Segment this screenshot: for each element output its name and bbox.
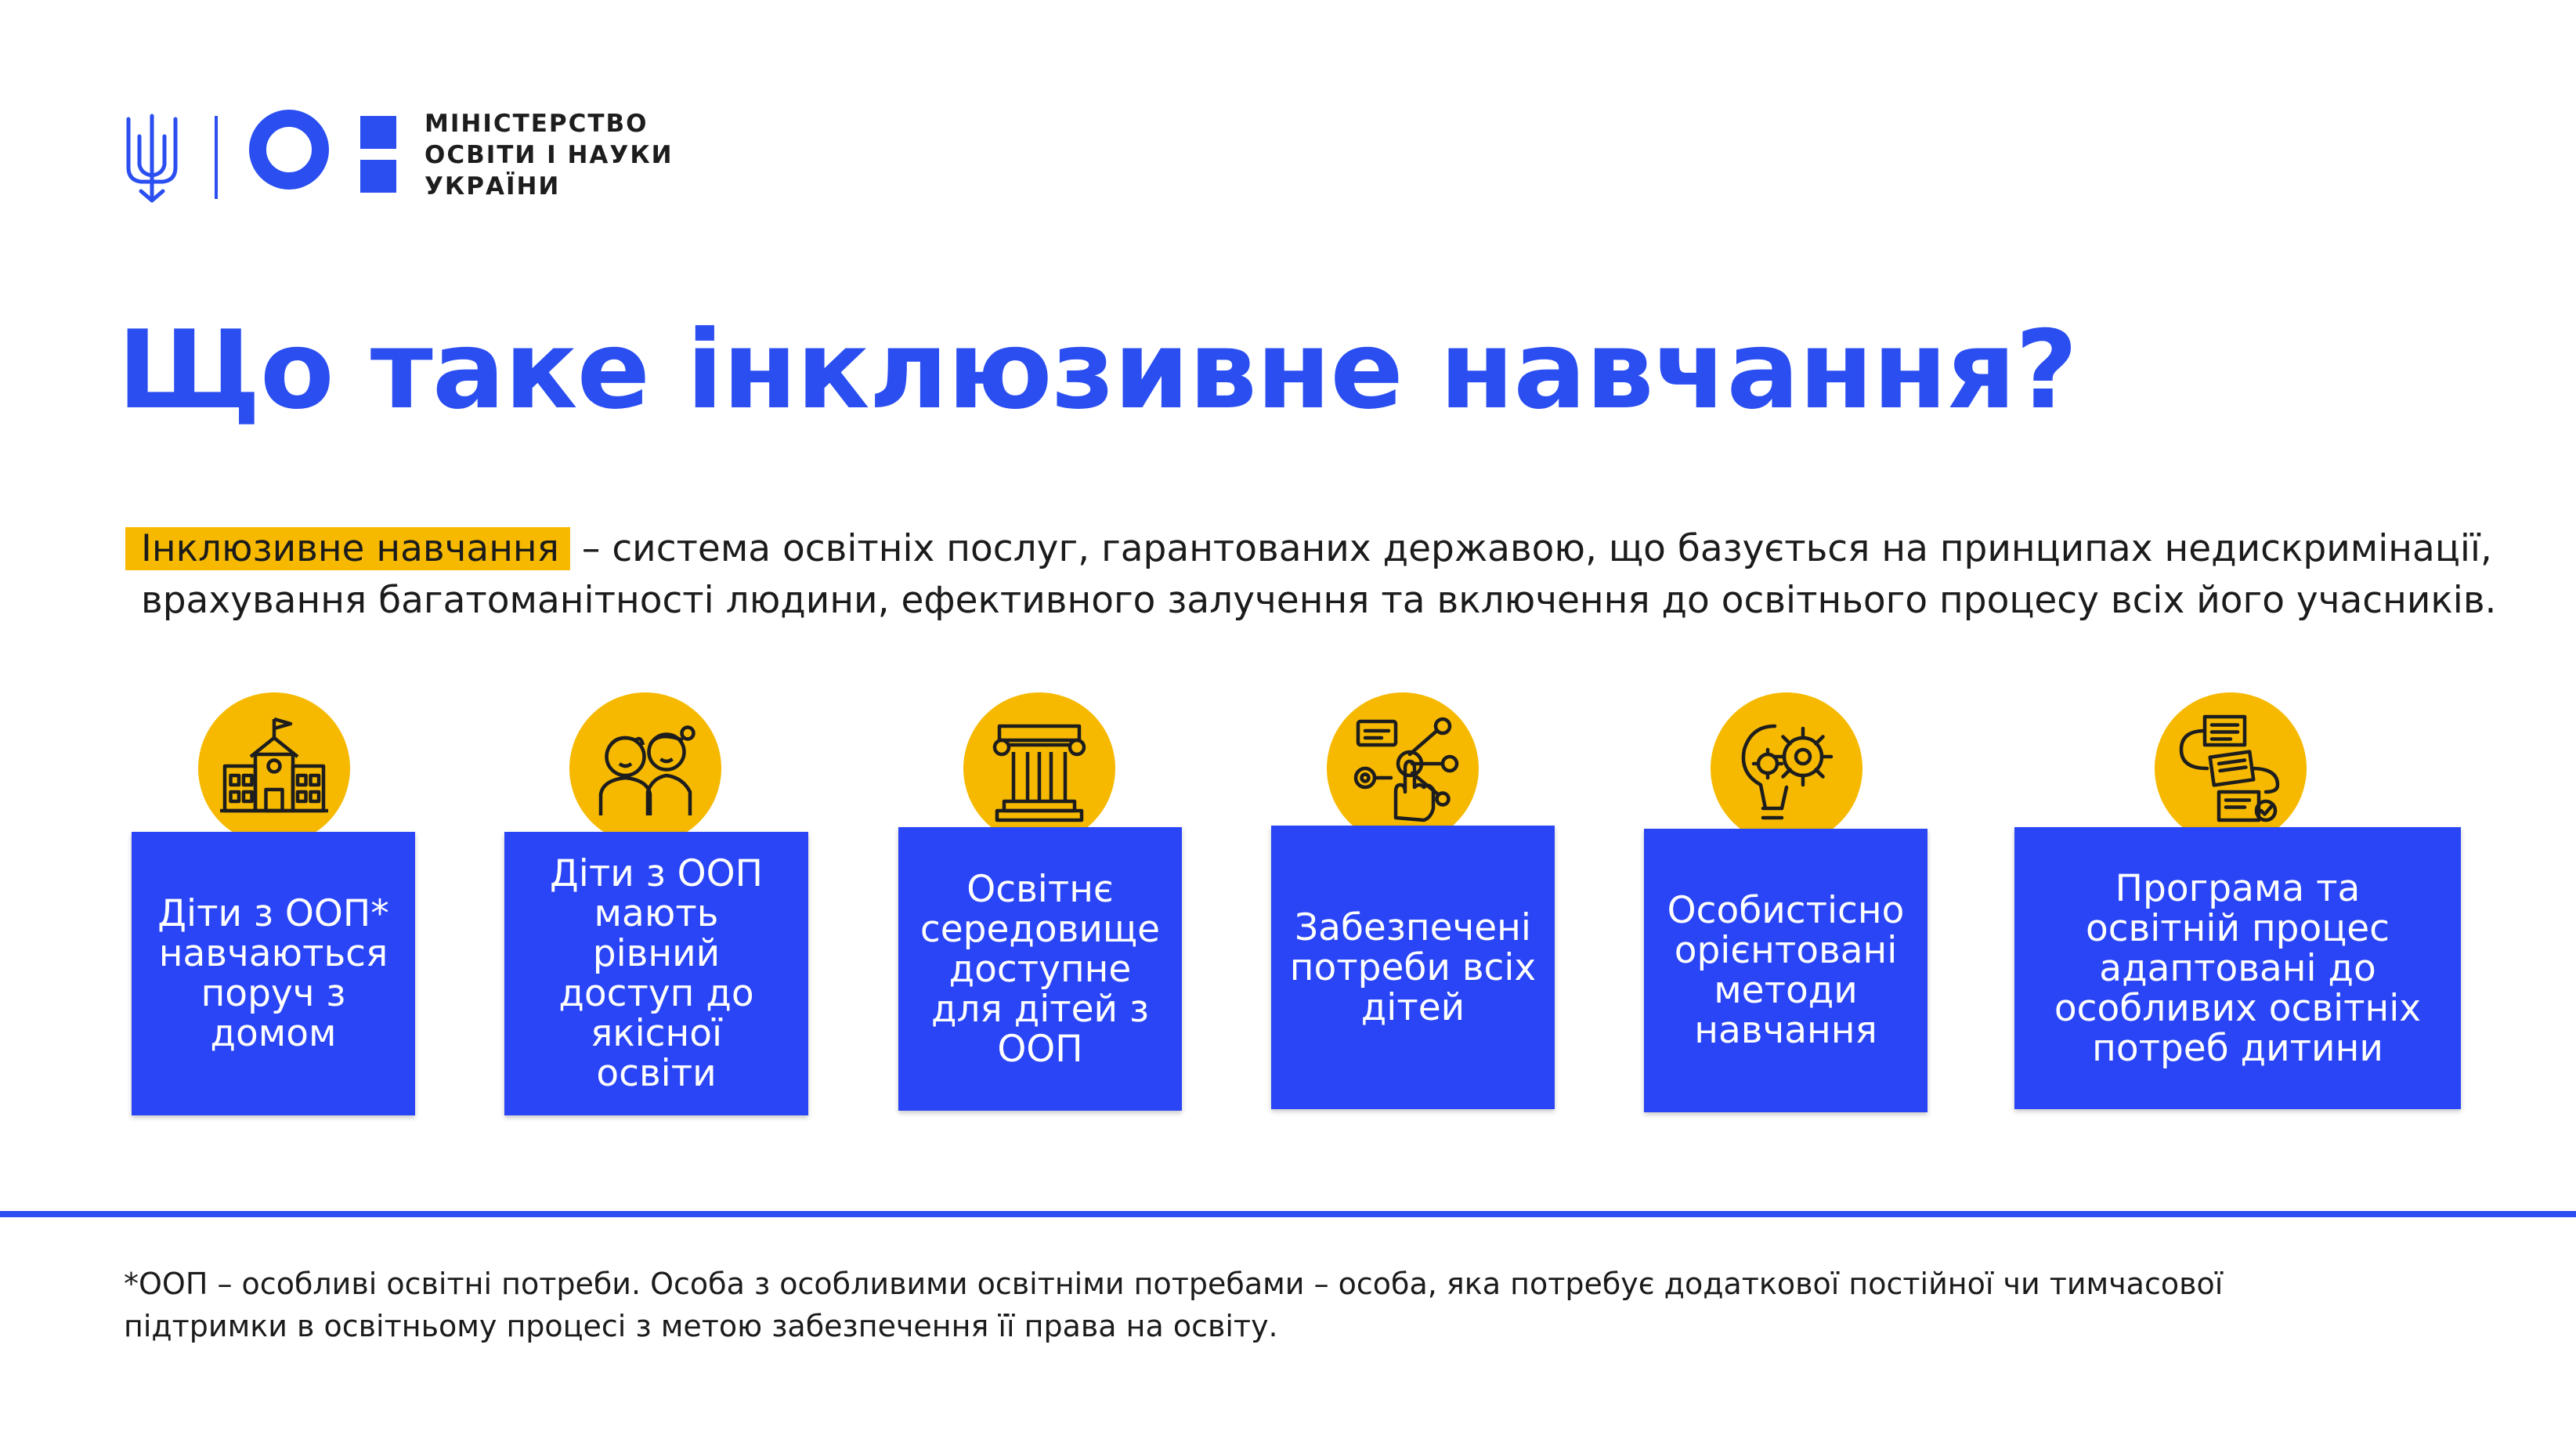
card-needs-provided	[1271, 826, 1555, 1109]
school-icon	[215, 710, 333, 827]
ministry-logo-square-bottom	[360, 160, 396, 193]
document-flow-icon-circle	[2155, 692, 2307, 844]
card-person-oriented-methods-text: Особистісно орієнтовані методи навчання	[1667, 889, 1905, 1052]
footnote-line-1: *ООП – особливі освітні потреби. Особа з особливими освітніми потребами – особа, яка потребує додаткової постійної чи тимчасової	[124, 1267, 2224, 1301]
card-near-home	[132, 832, 415, 1115]
definition-text: – система освітніх послуг, гарантованих державою, що базується на принципах недискримінації,	[569, 527, 2492, 570]
children-icon-circle	[569, 692, 721, 844]
touch-network-icon	[1344, 710, 1461, 827]
column-icon-circle	[963, 692, 1115, 844]
trident-emblem-icon	[124, 113, 180, 204]
ministry-name-line-3: УКРАЇНИ	[425, 172, 561, 201]
definition-line-1	[125, 523, 2553, 575]
card-equal-access-text: Діти з ООП мають рівний доступ до якісної освіти	[550, 852, 763, 1095]
card-near-home-text: Діти з ООП* навчаються поруч з домом	[157, 892, 389, 1055]
touch-network-icon-circle	[1327, 692, 1479, 844]
definition-line-2: врахування багатоманітності людини, ефективного залучення та включення до освітнього процесу всіх його учасників.	[141, 579, 2497, 622]
ministry-logo-circle	[249, 110, 329, 190]
card-person-oriented-methods	[1644, 829, 1927, 1112]
children-icon	[587, 710, 704, 827]
section-divider	[0, 1211, 2576, 1217]
card-adapted-program	[2014, 827, 2461, 1109]
ministry-name-line-2: ОСВІТИ І НАУКИ	[425, 141, 674, 169]
footnote-line-2: підтримки в освітньому процесі з метою забезпечення її права на освіту.	[124, 1309, 1278, 1343]
definition-paragraph	[125, 523, 2553, 627]
card-needs-provided-text: Забезпечені потреби всіх дітей	[1289, 905, 1537, 1029]
card-accessible-environment-text: Освітнє середовище доступне для дітей з ООП	[919, 867, 1161, 1071]
ministry-name-line-1: МІНІСТЕРСТВО	[425, 110, 649, 138]
definition-term-highlight: Інклюзивне навчання	[125, 527, 570, 570]
document-flow-icon	[2172, 710, 2289, 827]
column-icon	[981, 710, 1098, 827]
gear-brain-icon-circle	[1711, 692, 1862, 844]
gear-brain-icon	[1728, 710, 1845, 827]
logo-divider	[215, 116, 218, 199]
card-accessible-environment	[898, 827, 1182, 1111]
page-title: Що таке інклюзивне навчання?	[117, 307, 2077, 433]
card-equal-access	[504, 832, 808, 1115]
card-adapted-program-text: Програма та освітній процес адаптовані до особливих освітніх потреб дитини	[2054, 866, 2422, 1070]
ministry-logo-square-top	[360, 116, 396, 149]
footnote	[124, 1263, 2223, 1347]
school-icon-circle	[198, 692, 350, 844]
